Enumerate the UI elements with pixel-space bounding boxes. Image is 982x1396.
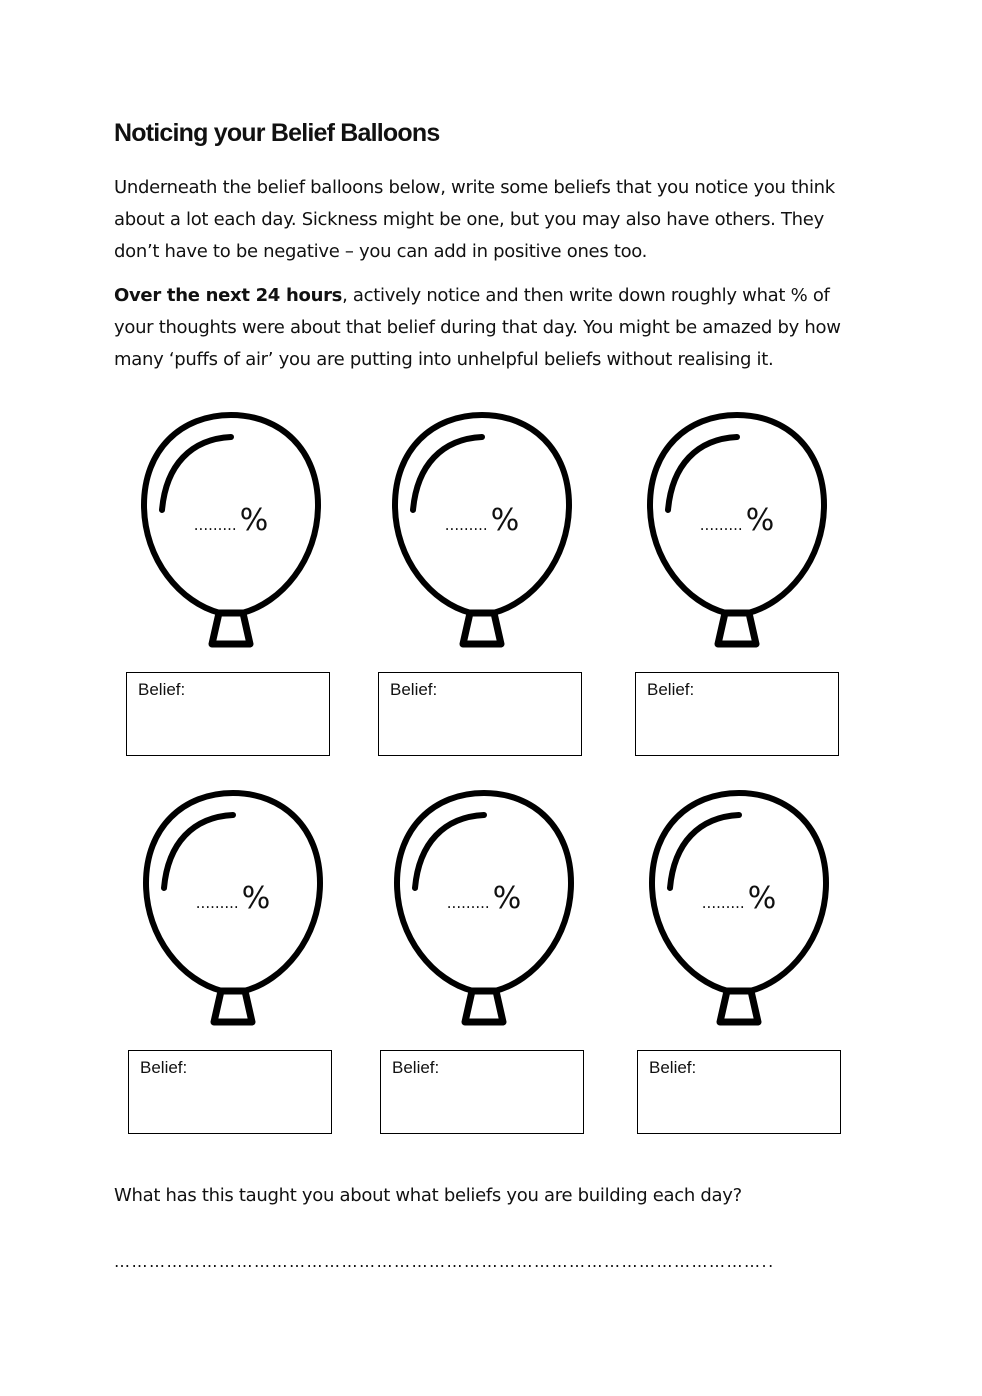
- intro-paragraph: Underneath the belief balloons below, write some beliefs that you notice you think about a lot each day. Sickness might be one, but you may also have others. They don’t have to be negative – you can add in positive ones too.: [114, 177, 835, 262]
- belief-label: Belief:: [649, 1058, 697, 1077]
- balloon-6: [644, 788, 834, 1028]
- balloon-2: [387, 410, 577, 650]
- belief-box[interactable]: [126, 672, 330, 756]
- page-title: Noticing your Belief Balloons: [114, 119, 440, 147]
- balloon-1: [136, 410, 326, 650]
- instruction-paragraph: [114, 280, 874, 376]
- percent-entry[interactable]: ......... %: [195, 881, 271, 916]
- belief-box[interactable]: [380, 1050, 584, 1134]
- balloon-4: [138, 788, 328, 1028]
- belief-label: Belief:: [140, 1058, 188, 1077]
- instruction-bold-lead: Over the next 24 hours: [114, 285, 343, 306]
- percent-entry[interactable]: ......... %: [701, 881, 777, 916]
- balloon-3: [642, 410, 832, 650]
- reflection-question: What has this taught you about what beliefs you are building each day?: [114, 1185, 742, 1206]
- belief-label: Belief:: [392, 1058, 440, 1077]
- percent-entry[interactable]: ......... %: [699, 503, 775, 538]
- belief-label: Belief:: [647, 680, 695, 699]
- belief-box[interactable]: [637, 1050, 841, 1134]
- balloon-5: [389, 788, 579, 1028]
- instruction-text: , actively notice and then write down roughly what % of your thoughts were about that belief during that day. You might be amazed by how many ‘puffs of air’ you are putting into unhelpful beliefs without realising it.: [114, 285, 841, 370]
- percent-entry[interactable]: ......... %: [446, 881, 522, 916]
- belief-box[interactable]: [635, 672, 839, 756]
- reflection-answer-line[interactable]: …………………………………………………………………………………………………..: [114, 1252, 775, 1271]
- belief-label: Belief:: [390, 680, 438, 699]
- belief-label: Belief:: [138, 680, 186, 699]
- belief-box[interactable]: [378, 672, 582, 756]
- belief-box[interactable]: [128, 1050, 332, 1134]
- percent-entry[interactable]: ......... %: [444, 503, 520, 538]
- percent-entry[interactable]: ......... %: [193, 503, 269, 538]
